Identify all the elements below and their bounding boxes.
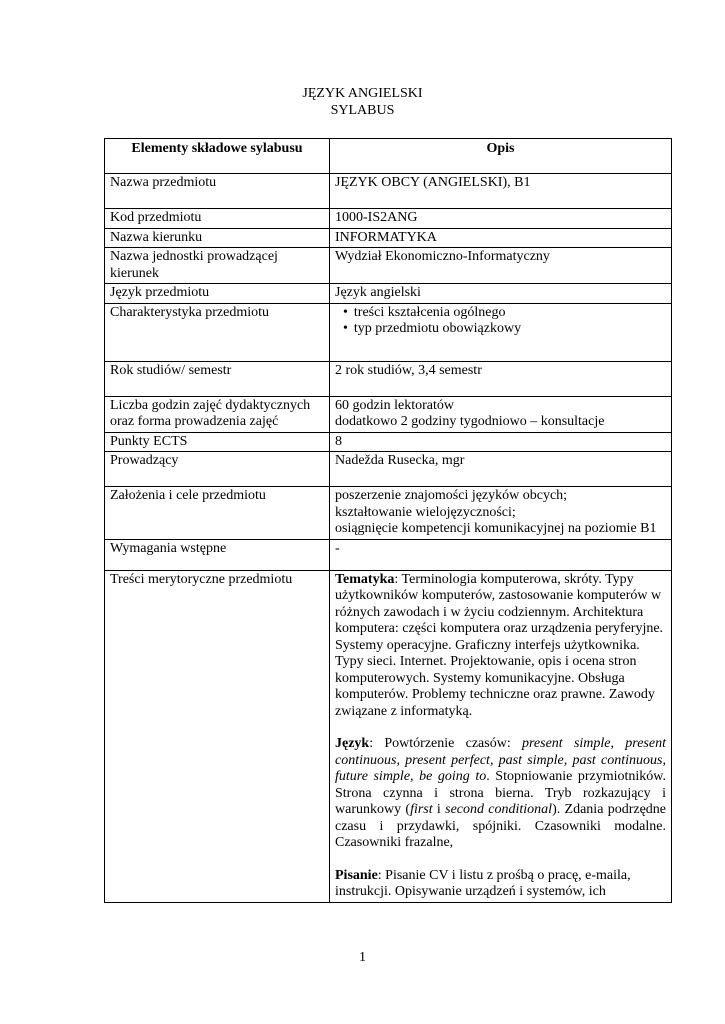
document-subtitle: SYLABUS	[330, 103, 395, 118]
page-number: 1	[359, 950, 366, 965]
characteristics-list	[335, 305, 666, 338]
language-text: i	[432, 802, 446, 817]
row-label: Wymagania wstępne	[105, 539, 330, 570]
language-text: . Stopniowanie przymiotników. Strona czynna i strona bierna. Tryb rozkazujący i warunkowy (	[335, 769, 666, 817]
writing-text: : Pisanie CV i listu z prośbą o pracę, e-maila, instrukcji. Opisywanie urządzeń i systemów, ich	[335, 867, 631, 899]
table-header-row	[105, 139, 672, 174]
row-value: JĘZYK OBCY (ANGIELSKI), B1	[330, 174, 672, 209]
tenses-list: present simple, present continuous, present perfect, past simple, past continuous, future simple, be going to	[335, 736, 666, 784]
topics-paragraph	[335, 572, 666, 721]
row-label: Kod przedmiotu	[105, 209, 330, 229]
list-item: • typ przedmiotu obowiązkowy	[343, 321, 666, 338]
row-label: Charakterystyka przedmiotu	[105, 303, 330, 361]
row-label: Nazwa jednostki prowadzącej kierunek	[105, 248, 330, 284]
row-value: 8	[330, 432, 672, 452]
document-title: JĘZYK ANGIELSKI	[302, 86, 423, 101]
row-value: Język angielski	[330, 284, 672, 304]
language-label: Język	[335, 736, 370, 751]
table-row	[105, 284, 672, 304]
row-value	[330, 396, 672, 432]
syllabus-table	[104, 138, 672, 903]
row-label: Nazwa kierunku	[105, 228, 330, 248]
goal-line: osiągnięcie kompetencji komunikacyjnej na poziomie B1	[335, 521, 657, 536]
row-label: Założenia i cele przedmiotu	[105, 487, 330, 540]
row-value: INFORMATYKA	[330, 228, 672, 248]
row-label: Nazwa przedmiotu	[105, 174, 330, 209]
goal-line: poszerzenie znajomości języków obcych;	[335, 488, 568, 503]
goal-line: kształtowanie wielojęzyczności;	[335, 504, 516, 520]
topics-text: : Terminologia komputerowa, skróty. Typy użytkowników komputerów, zastosowanie komputerów w różnych zawodach i w życiu codziennym. Architektura komputera: części komputera oraz urządzenia peryferyjne. Systemy operacyjne. Graficzny interfejs użytkownika. Typy sieci. Internet. Projektowanie, opis i ocena stron komputerowych. Systemy komunikacyjne. Obsługa komputerów. Problemy techniczne oraz prawne. Zawody związane z informatyką.	[335, 571, 664, 719]
column-header-description: Opis	[330, 139, 672, 174]
row-label: Treści merytoryczne przedmiotu	[105, 570, 330, 902]
table-row	[105, 174, 672, 209]
table-row	[105, 209, 672, 229]
row-label: Punkty ECTS	[105, 432, 330, 452]
consultation-line: dodatkowo 2 godziny tygodniowo – konsultacje	[335, 414, 605, 429]
row-value	[330, 570, 672, 902]
row-label: Liczba godzin zajęć dydaktycznych oraz forma prowadzenia zajęć	[105, 396, 330, 432]
table-row	[105, 396, 672, 432]
second-conditional: second conditional	[445, 802, 553, 817]
row-value	[330, 487, 672, 540]
row-label: Prowadzący	[105, 452, 330, 487]
topics-label: Tematyka	[335, 571, 395, 587]
row-label: Rok studiów/ semestr	[105, 361, 330, 396]
table-row	[105, 432, 672, 452]
column-header-elements: Elementy składowe sylabusu	[105, 139, 330, 174]
table-row	[105, 228, 672, 248]
row-value: 2 rok studiów, 3,4 semestr	[330, 361, 672, 396]
language-text: ). Zdania podrzędne czasu i przydawki, spójniki. Czasowniki modalne. Czasowniki frazalne,	[335, 802, 667, 850]
table-row	[105, 303, 672, 361]
row-label: Język przedmiotu	[105, 284, 330, 304]
writing-label: Pisanie	[335, 867, 378, 883]
table-row	[105, 539, 672, 570]
table-row	[105, 452, 672, 487]
row-value: -	[330, 539, 672, 570]
first-conditional: first	[410, 802, 433, 817]
hours-line: 60 godzin lektoratów	[335, 397, 454, 413]
table-row	[105, 570, 672, 902]
list-item: • treści kształcenia ogólnego	[343, 305, 666, 322]
row-value: Nadežda Rusecka, mgr	[330, 452, 672, 487]
row-value: Wydział Ekonomiczno-Informatyczny	[330, 248, 672, 284]
language-paragraph	[335, 736, 666, 852]
row-value: 1000-IS2ANG	[330, 209, 672, 229]
table-row	[105, 248, 672, 284]
table-row	[105, 487, 672, 540]
writing-paragraph	[335, 868, 666, 901]
language-text: : Powtórzenie czasów:	[369, 736, 522, 751]
table-row	[105, 361, 672, 396]
row-value	[330, 303, 672, 361]
